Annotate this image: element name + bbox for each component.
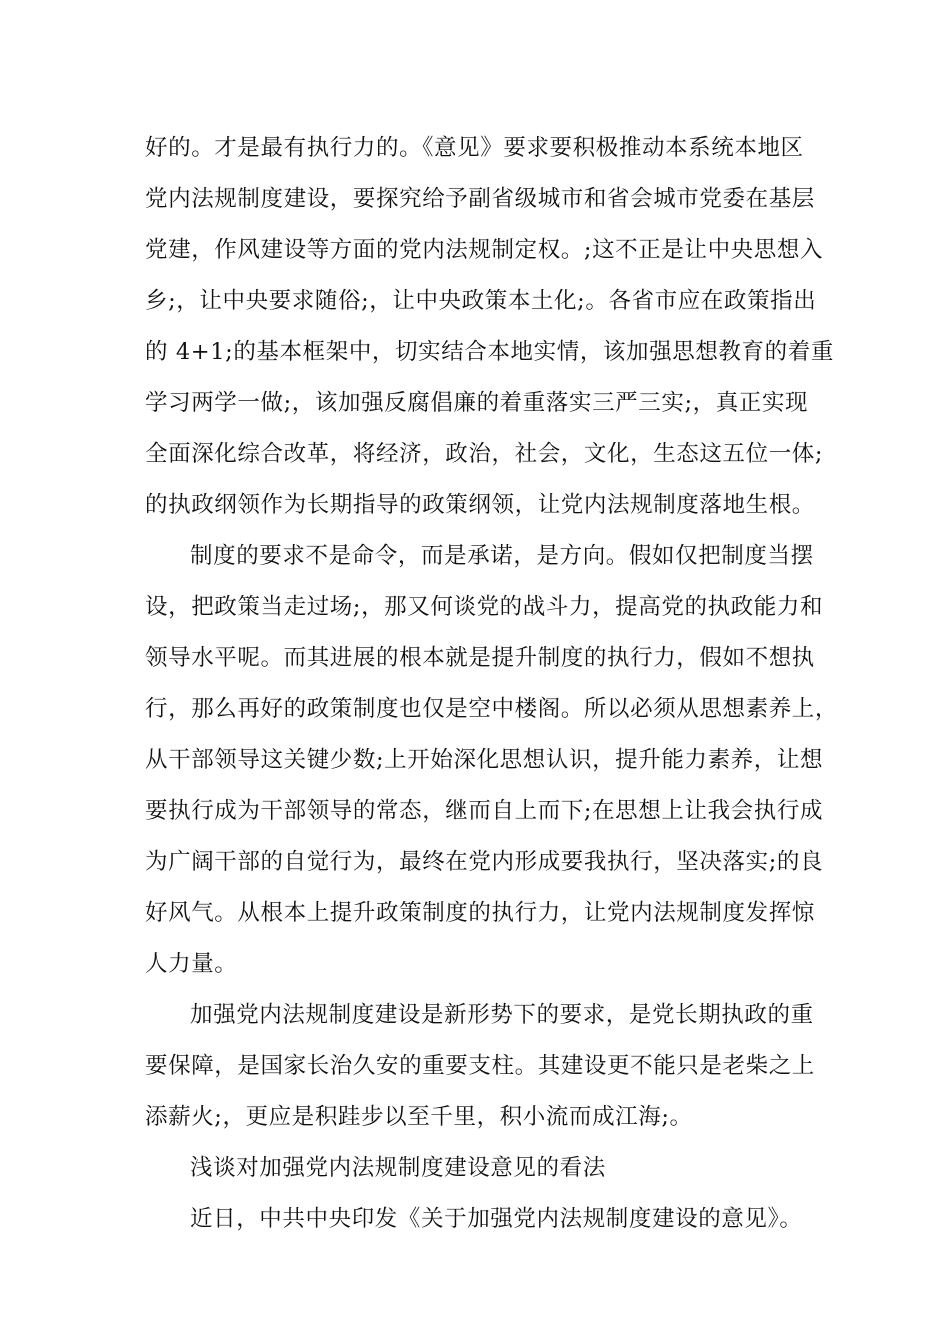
text-line: 要保障，是国家长治久安的重要支柱。其建设更不能只是老柴之上: [145, 1053, 815, 1079]
text-line: 好的。才是最有执行力的。《意见》要求要积极推动本系统本地区: [145, 135, 804, 161]
text-line: 设，把政策当走过场;，那又何谈党的战斗力，提高党的执政能力和: [145, 594, 824, 620]
text-line: 添薪火;，更应是积跬步以至千里，积小流而成江海;。: [145, 1104, 693, 1130]
text-line: 全面深化综合改革，将经济，政治，社会，文化，生态这五位一体;: [145, 441, 824, 467]
paragraph-first-line: 制度的要求不是命令，而是承诺，是方向。假如仅把制度当摆: [190, 543, 814, 569]
text-line: 从干部领导这关键少数;上开始深化思想认识，提升能力素养，让想: [145, 747, 824, 773]
paragraph-first-line: 加强党内法规制度建设是新形势下的要求，是党长期执政的重: [190, 1002, 814, 1028]
section-heading: 浅谈对加强党内法规制度建设意见的看法: [190, 1155, 606, 1181]
text-line: 的 4+1;的基本框架中，切实结合本地实情，该加强思想教育的着重: [145, 339, 834, 365]
paragraph-first-line: 近日，中共中央印发《关于加强党内法规制度建设的意见》。: [190, 1206, 803, 1232]
text-line: 为广阔干部的自觉行为，最终在党内形成要我执行，坚决落实;的良: [145, 849, 824, 875]
text-line: 党建，作风建设等方面的党内法规制定权。;这不正是让中央思想入: [145, 237, 824, 263]
text-line: 要执行成为干部领导的常态，继而自上而下;在思想上让我会执行成: [145, 798, 824, 824]
text-line: 人力量。: [145, 951, 238, 977]
text-line: 的执政纲领作为长期指导的政策纲领，让党内法规制度落地生根。: [145, 492, 815, 518]
text-line: 学习两学一做;，该加强反腐倡廉的着重落实三严三实;，真正实现: [145, 390, 809, 416]
text-line: 党内法规制度建设，要探究给予副省级城市和省会城市党委在基层: [145, 186, 815, 212]
text-line: 行，那么再好的政策制度也仅是空中楼阁。所以必须从思想素养上，: [145, 696, 839, 722]
text-line: 领导水平呢。而其进展的根本就是提升制度的执行力，假如不想执: [145, 645, 815, 671]
text-line: 乡;，让中央要求随俗;，让中央政策本土化;。各省市应在政策指出: [145, 288, 817, 314]
text-line: 好风气。从根本上提升政策制度的执行力，让党内法规制度发挥惊: [145, 900, 815, 926]
